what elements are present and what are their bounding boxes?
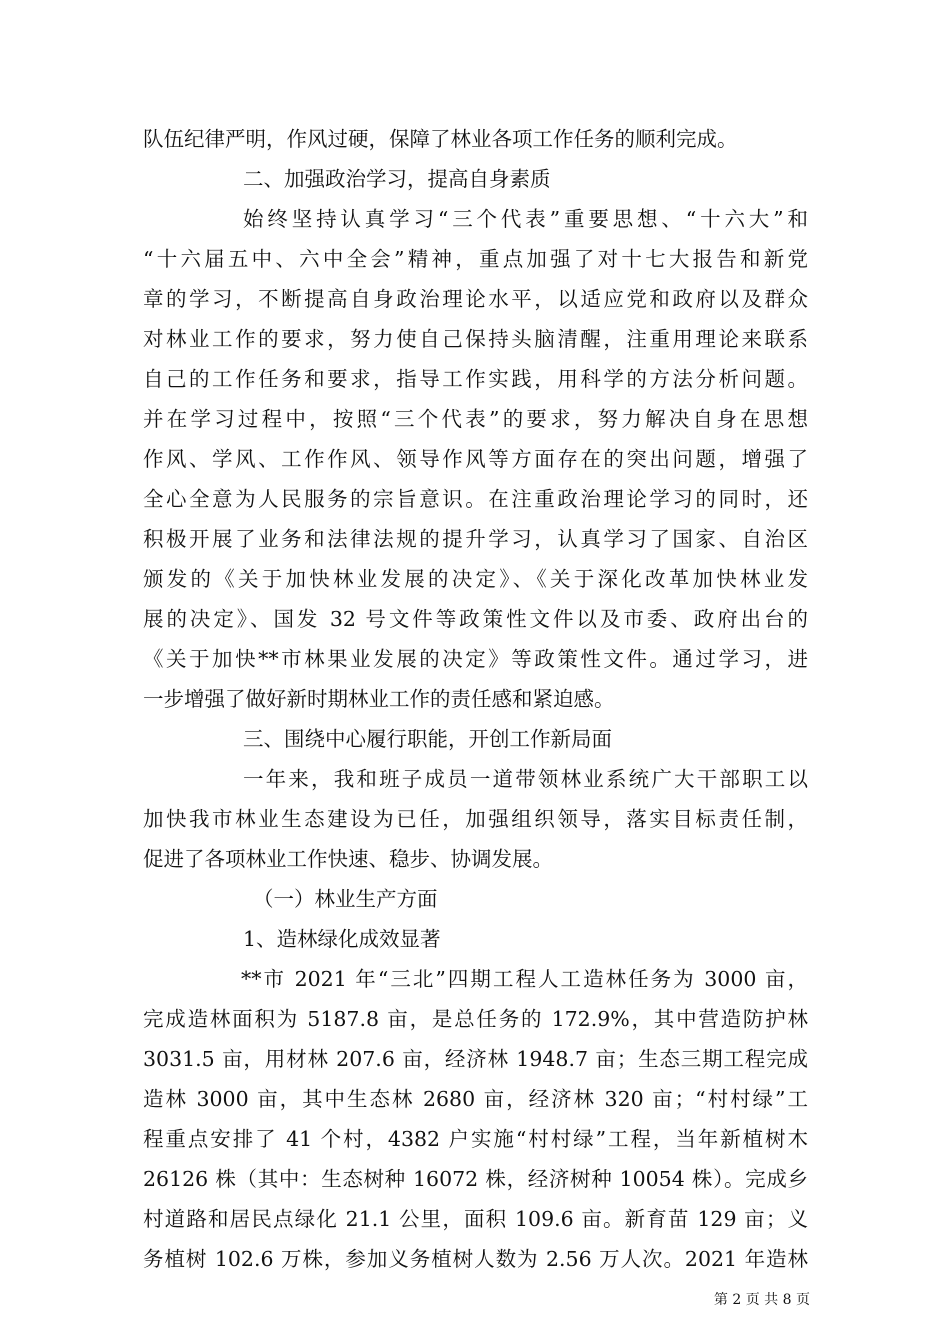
text-line: 对林业工作的要求，努力使自己保持头脑清醒，注重用理论来联系 — [143, 327, 808, 351]
text-line: 完成造林面积为 5187.8 亩，是总任务的 172.9%，其中营造防护林 — [143, 1007, 808, 1031]
text-line: 颁发的《关于加快林业发展的决定》、《关于深化改革加快林业发 — [143, 567, 808, 591]
text-line: 章的学习，不断提高自身政治理论水平，以适应党和政府以及群众 — [143, 287, 808, 311]
text-line: “十六届五中、六中全会”精神，重点加强了对十七大报告和新党 — [143, 247, 808, 271]
section-heading: 二、加强政治学习，提高自身素质 — [243, 167, 551, 191]
text-line: 促进了各项林业工作快速、稳步、协调发展。 — [143, 847, 553, 871]
subsection-heading: 1、造林绿化成效显著 — [243, 927, 441, 951]
text-line: 队伍纪律严明，作风过硬，保障了林业各项工作任务的顺利完成。 — [143, 127, 738, 151]
text-line: 一步增强了做好新时期林业工作的责任感和紧迫感。 — [143, 687, 615, 711]
text-line: 3031.5 亩，用材林 207.6 亩，经济林 1948.7 亩；生态三期工程完成 — [143, 1047, 808, 1071]
text-line: 展的决定》、国发 32 号文件等政策性文件以及市委、政府出台的 — [143, 607, 808, 631]
text-line: 村道路和居民点绿化 21.1 公里，面积 109.6 亩。新育苗 129 亩；义 — [143, 1207, 808, 1231]
text-line: 作风、学风、工作作风、领导作风等方面存在的突出问题，增强了 — [143, 447, 808, 471]
text-line: 积极开展了业务和法律法规的提升学习，认真学习了国家、自治区 — [143, 527, 808, 551]
text-line: 造林 3000 亩，其中生态林 2680 亩，经济林 320 亩；“村村绿”工 — [143, 1087, 808, 1111]
text-line: 程重点安排了 41 个村，4382 户实施“村村绿”工程，当年新植树木 — [143, 1127, 808, 1151]
text-line: **市 2021 年“三北”四期工程人工造林任务为 3000 亩， — [241, 967, 808, 991]
text-line: 《关于加快**市林果业发展的决定》等政策性文件。通过学习，进 — [143, 647, 808, 671]
text-line: 加快我市林业生态建设为已任，加强组织领导，落实目标责任制， — [143, 807, 808, 831]
text-line: 一年来，我和班子成员一道带领林业系统广大干部职工以 — [243, 767, 808, 791]
section-heading: 三、围绕中心履行职能，开创工作新局面 — [243, 727, 612, 751]
text-line: 务植树 102.6 万株，参加义务植树人数为 2.56 万人次。2021 年造林 — [143, 1247, 808, 1271]
page-number-footer: 第 2 页 共 8 页 — [713, 1292, 810, 1308]
subsection-heading: （一）林业生产方面 — [253, 887, 438, 911]
text-line: 自己的工作任务和要求，指导工作实践，用科学的方法分析问题。 — [143, 367, 808, 391]
text-line: 全心全意为人民服务的宗旨意识。在注重政治理论学习的同时，还 — [143, 487, 808, 511]
text-line: 26126 株（其中：生态树种 16072 株，经济树种 10054 株）。完成乡 — [143, 1167, 808, 1191]
text-line: 并在学习过程中，按照“三个代表”的要求，努力解决自身在思想 — [143, 407, 808, 431]
text-line: 始终坚持认真学习“三个代表”重要思想、“十六大”和 — [243, 207, 808, 231]
